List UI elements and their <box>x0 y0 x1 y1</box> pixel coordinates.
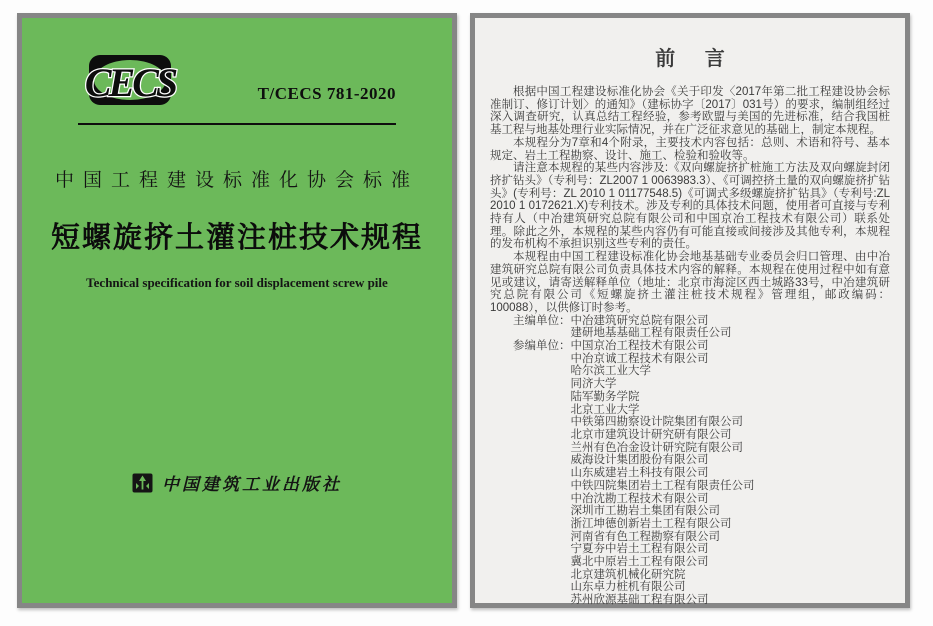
participant-org: 深圳市工勘岩土集团有限公司 <box>570 505 720 518</box>
cover-divider-rule <box>78 123 396 125</box>
participant-org: 山东威建岩土科技有限公司 <box>570 467 709 480</box>
participant-org: 冀北中原岩土工程有限公司 <box>570 556 709 569</box>
cover-content <box>22 18 452 603</box>
cover-page <box>17 13 457 608</box>
foreword-paragraph: 本规程由中国工程建设标准化协会地基基础专业委员会归口管理、由中冶建筑研究总院有限公司负责具体技术内容的解释。本规程在使用过程中如有意见或建议，请寄送解释单位（地址：北京市海淀区西土城路33号，中冶建筑研究总院有限公司《短螺旋挤土灌注桩技术规程》管理组，邮政编码：100088），以供修订时参考。 <box>490 251 890 314</box>
cover-title-english: Technical specification for soil displacement screw pile <box>86 275 388 290</box>
foreword-body <box>490 86 890 607</box>
chief-editor-label: 主编单位： <box>513 314 571 327</box>
participant-org: 浙江坤德创新岩土工程有限公司 <box>570 517 732 530</box>
participant-org: 威海设计集团股份有限公司 <box>570 454 709 467</box>
publisher-name: 中国建筑工业出版社 <box>162 475 342 494</box>
cecs-logo-text: CECS <box>84 60 176 105</box>
participant-org: 北京工业大学 <box>570 403 640 416</box>
participant-org: 山东卓力桩机有限公司 <box>570 581 686 594</box>
participant-org: 中冶京诚工程技术有限公司 <box>570 352 709 365</box>
foreword-title: 前 言 <box>655 48 737 70</box>
participant-org: 苏州欣源基础工程有限公司 <box>570 594 709 607</box>
chief-editor-org: 建研地基基础工程有限责任公司 <box>570 327 732 340</box>
participant-org: 哈尔滨工业大学 <box>570 365 651 378</box>
chief-editor-org: 中冶建筑研究总院有限公司 <box>570 314 709 327</box>
publisher-logo-icon <box>132 473 153 493</box>
chief-editor-org-list <box>571 315 891 340</box>
participant-org: 中冶沈勘工程技术有限公司 <box>570 492 709 505</box>
participant-org: 同济大学 <box>570 378 617 391</box>
foreword-page <box>470 13 910 608</box>
foreword-content <box>475 18 905 607</box>
cover-title-chinese: 短螺旋挤土灌注桩技术规程 <box>50 222 423 254</box>
participant-org: 河南省有色工程勘察有限公司 <box>570 530 720 543</box>
participant-org: 北京建筑机械化研究院 <box>570 568 686 581</box>
foreword-paragraph: 根据中国工程建设标准化协会《关于印发〈2017年第二批工程建设协会标准制订、修订计划〉的通知》（建标协字〔2017〕031号）的要求，编制组经过深入调查研究，认真总结工程经验，参考欧盟与美国的先进标准，结合我国桩基工程与地基处理行业实际情况，并在广泛征求意见的基础上，制定本规程。 <box>490 86 890 137</box>
participants-label: 参编单位： <box>513 340 571 353</box>
foreword-paragraph: 请注意本规程的某些内容涉及:《双向螺旋挤扩桩施工方法及双向螺旋封闭挤扩钻头》（专利号：ZL2007 1 0063983.3）、《可调控挤土量的双向螺旋挤扩钻头》(专利号：ZL 2010 1 01177548.5)《可调式多级螺旋挤扩钻具》（专利号:ZL 2010 1 0172621.X)专利技术。涉及专利的具体技术问题，使用者可直接与专利持有人（中冶建筑研究总院有限公司和中国京冶工程技术有限公司）联系处理。除此之外，本规程的某些内容仍有可能直接或间接涉及其他专利，本规程的发布机构不承担识别这些专利的责任。 <box>490 162 890 251</box>
chief-editor-block <box>513 315 890 340</box>
participants-org-list <box>571 340 891 607</box>
participant-org: 中国京冶工程技术有限公司 <box>570 340 709 353</box>
participants-block <box>513 340 890 607</box>
publisher-row <box>22 470 452 495</box>
cecs-logo-icon <box>76 52 184 114</box>
association-standard-line: 中国工程建设标准化协会标准 <box>54 170 419 191</box>
participant-org: 陆军勤务学院 <box>570 390 640 403</box>
participant-org: 中铁第四勘察设计院集团有限公司 <box>570 416 743 429</box>
participant-org: 兰州有色冶金设计研究院有限公司 <box>570 441 743 454</box>
participant-org: 中铁四院集团岩土工程有限责任公司 <box>570 479 755 492</box>
foreword-paragraphs <box>490 86 890 315</box>
foreword-paragraph: 本规程分为7章和4个附录，主要技术内容包括：总则、术语和符号、基本规定、岩土工程勘察、设计、施工、检验和验收等。 <box>490 136 890 162</box>
standard-number: T/CECS 781-2020 <box>257 84 396 103</box>
participant-org: 宁夏夯中岩土工程有限公司 <box>570 543 709 556</box>
participant-org: 北京市建筑设计研究研有限公司 <box>570 428 732 441</box>
